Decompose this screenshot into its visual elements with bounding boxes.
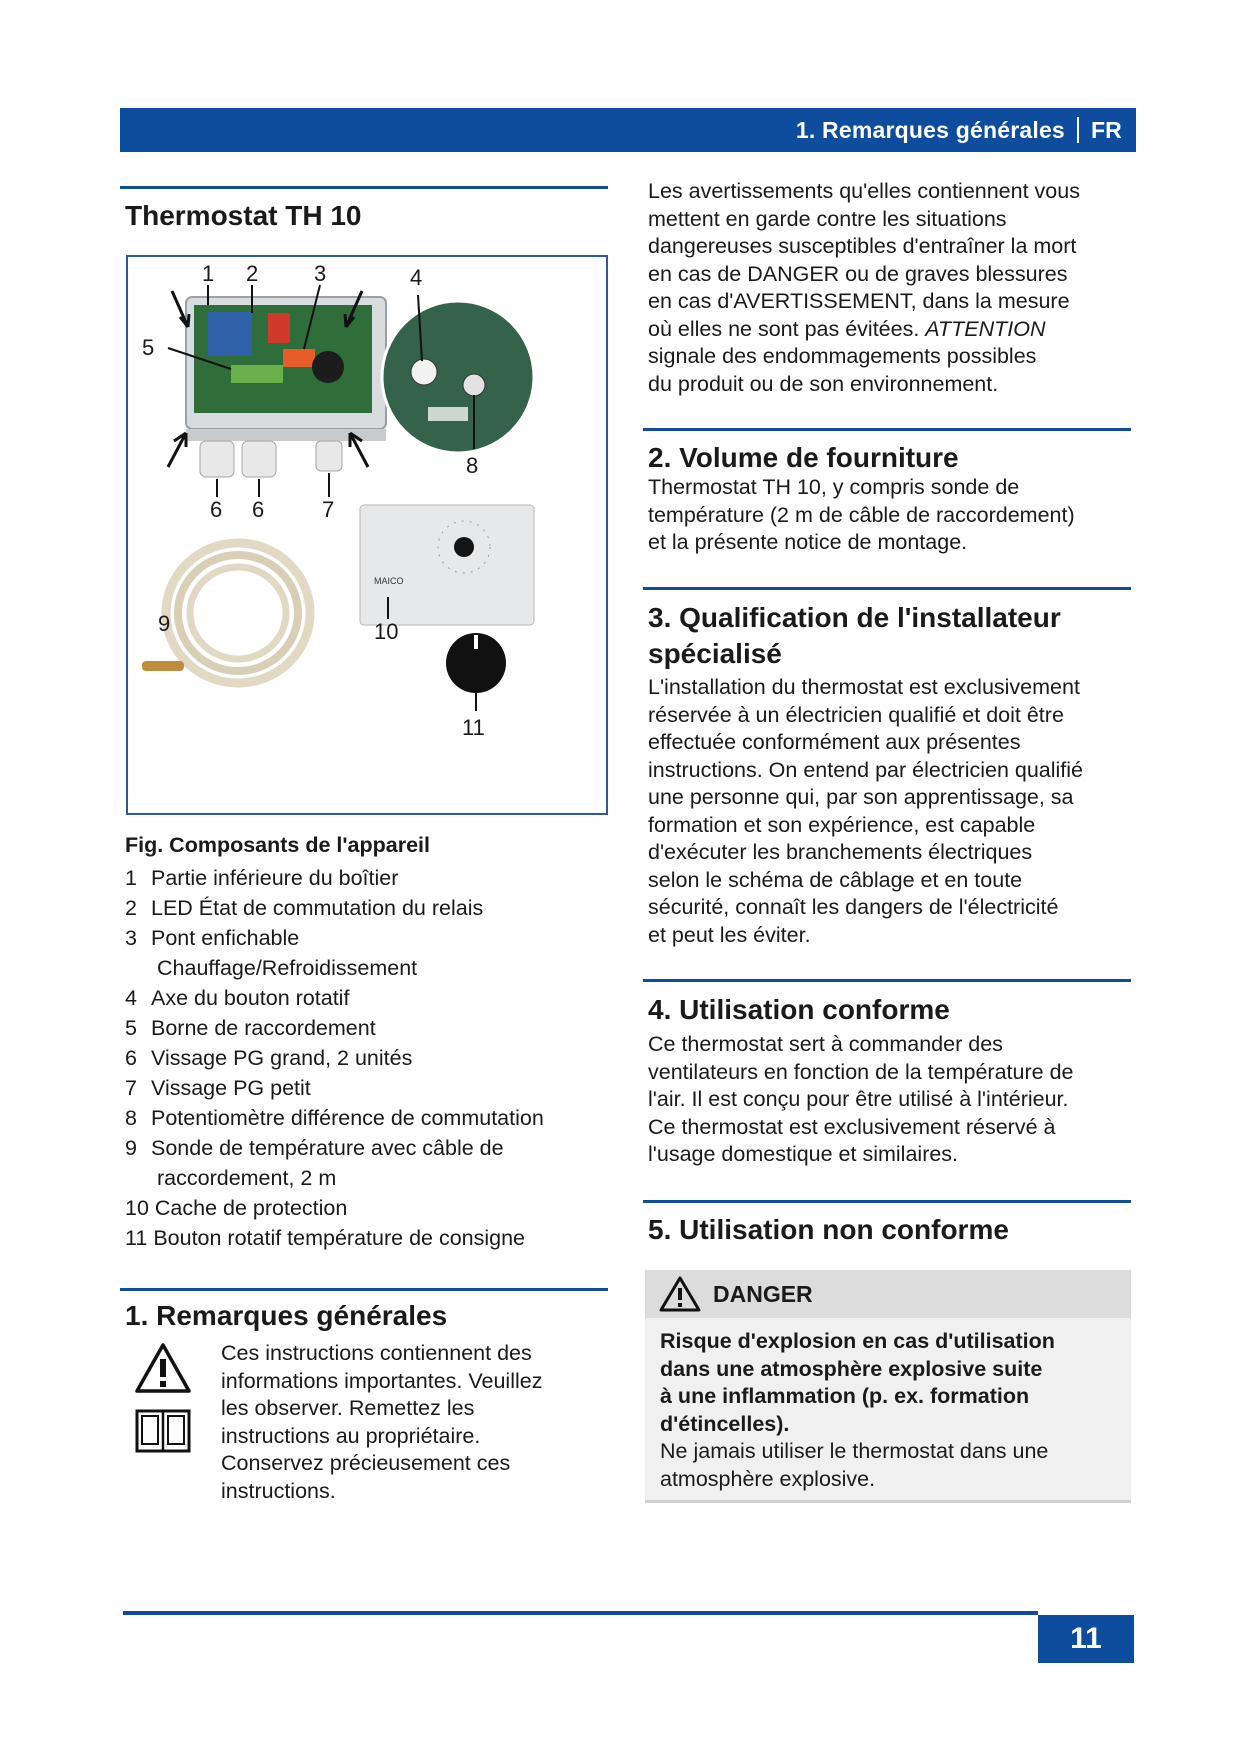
danger-box [645, 1270, 1131, 1503]
s2-text: Thermostat TH 10, y compris sonde de température (2 m de câble de raccordement) et la présente notice de montage. [648, 475, 1075, 554]
legend-item: 10 Cache de protection [125, 1196, 348, 1220]
callout-10: 10 [374, 619, 399, 644]
legend-item: 11 Bouton rotatif température de consigne [125, 1226, 526, 1250]
detail-jumper [428, 407, 468, 421]
callout-6b: 6 [252, 497, 265, 522]
rule-s2 [643, 428, 1131, 431]
callout-9: 9 [158, 611, 171, 636]
callout-1: 1 [202, 261, 215, 286]
s3-text: L'installation du thermostat est exclusivement réservée à un électricien qualifié et doit être effectuée conformément aux présentes instructions. On entend par électricien qualifié une personne qui, par son apprentissage, sa formation et son expérience, est capable d'exécuter les branchements électriques selon le schéma de câblage et en toute sécurité, connaît les dangers de l'électricité et peut les éviter. [648, 675, 1084, 947]
rule-remarques [120, 1288, 608, 1291]
danger-text: Risque d'explosion en cas d'utilisation dans une atmosphère explosive suite à une inflammation (p. ex. formation d'étincelles). Ne jamais utiliser le thermostat dans une atmosphère explosive. [660, 1329, 1055, 1491]
legend-item: 5 Borne de raccordement [125, 1016, 376, 1040]
book-icon [134, 1408, 192, 1454]
legend-item: 3 Pont enfichable [125, 926, 300, 950]
remarques-text: Ces instructions contiennent des informations importantes. Veuillez les observer. Remettez les instructions au propriétaire. Conservez précieusement ces instructions. [221, 1341, 543, 1503]
header-section: 1. Remarques générales [795, 117, 1065, 143]
callout-6a: 6 [210, 497, 223, 522]
terminal-block [231, 365, 283, 383]
header-bar [120, 108, 1136, 152]
cable-coil-3 [190, 567, 286, 659]
legend-item: 6 Vissage PG grand, 2 unités [125, 1046, 413, 1070]
legend-item: 9 Sonde de température avec câble de [125, 1136, 504, 1160]
header-lang: FR [1090, 117, 1122, 143]
heading-remarques: 1. Remarques générales [125, 1300, 448, 1331]
detail-potentiometer [463, 374, 485, 396]
figure-illustration [128, 257, 606, 813]
gland-small [316, 441, 342, 471]
danger-header [645, 1270, 1131, 1318]
callout-2: 2 [246, 261, 259, 286]
housing-lip [186, 429, 386, 441]
heading-s4: 4. Utilisation conforme [648, 994, 950, 1025]
heading-s5: 5. Utilisation non conforme [648, 1214, 1009, 1245]
callout-11: 11 [462, 715, 485, 740]
callout-5: 5 [142, 335, 155, 360]
knob-marker [474, 635, 478, 649]
legend-item-continuation: Chauffage/Refroidissement [157, 956, 418, 980]
gland-large-2 [242, 441, 276, 477]
protective-cover [360, 505, 534, 625]
detail-circle [382, 301, 534, 453]
jumper [283, 349, 315, 367]
detail-knob-shaft [411, 359, 437, 385]
component-figure [126, 255, 608, 815]
sensor-probe [142, 661, 184, 671]
rule-s5 [643, 1200, 1131, 1203]
relay-led [268, 313, 290, 343]
gland-large-1 [200, 441, 234, 477]
transformer [208, 312, 252, 356]
intro-text: Les avertissements qu'elles contiennent vous mettent en garde contre les situations dangereuses susceptibles d'entraîner la mort en cas de DANGER ou de graves blessures en cas d'AVERTISSEMENT, dans la mesure où elles ne sont pas évitées. ATTENTION signale des endommagements possibles du produit ou de son environnement. [648, 179, 1080, 396]
footer-rule [123, 1611, 1038, 1615]
knob-shaft [312, 351, 344, 383]
cover-knob [454, 537, 474, 557]
legend-item: 7 Vissage PG petit [125, 1076, 311, 1100]
page-title: Thermostat TH 10 [125, 200, 362, 231]
figure-caption: Fig. Composants de l'appareil [125, 833, 430, 857]
callout-3: 3 [314, 261, 327, 286]
callout-4: 4 [410, 265, 423, 290]
legend-item-continuation: raccordement, 2 m [157, 1166, 337, 1190]
legend-item: 2 LED État de commutation du relais [125, 896, 484, 920]
component-legend [125, 863, 544, 1253]
page-number: 11 [1038, 1615, 1134, 1663]
s4-text: Ce thermostat sert à commander des ventilateurs en fonction de la température de l'air. Il est conçu pour être utilisé à l'intérieur. Ce thermostat est exclusivement réservé à l'usage domestique et similaires. [648, 1032, 1074, 1166]
warning-icon [134, 1342, 192, 1394]
cable-coil-2 [178, 555, 298, 671]
rule-title [120, 186, 608, 189]
callout-7: 7 [322, 497, 335, 522]
legend-item: 4 Axe du bouton rotatif [125, 986, 350, 1010]
heading-s3: 3. Qualification de l'installateur spécialisé [648, 602, 1061, 669]
device-label: MAICO [374, 576, 404, 586]
rule-s3 [643, 587, 1131, 590]
callout-8: 8 [466, 453, 479, 478]
header-text [796, 117, 1122, 144]
rule-s4 [643, 979, 1131, 982]
warning-icon [659, 1276, 701, 1312]
legend-item: 1 Partie inférieure du boîtier [125, 866, 399, 890]
heading-s2: 2. Volume de fourniture [648, 442, 959, 473]
legend-item: 8 Potentiomètre différence de commutation [125, 1106, 544, 1130]
danger-label: DANGER [713, 1281, 813, 1307]
header-separator [1077, 117, 1079, 143]
